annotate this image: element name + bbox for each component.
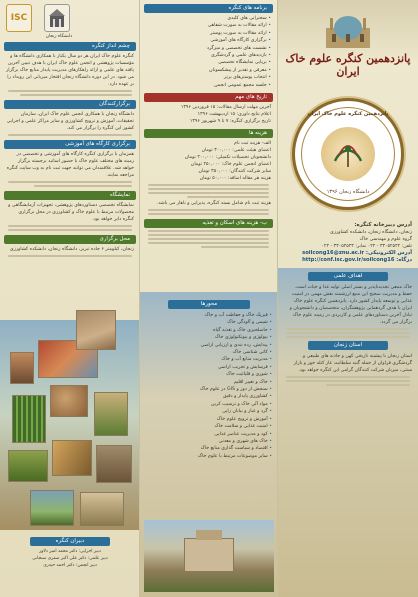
left-column — [0, 0, 140, 597]
photo-farmland — [94, 392, 128, 436]
fee-line: هزینه هر مقاله اضافه: ۵۰,۰۰۰ تومان — [199, 176, 271, 182]
university-emblem-icon — [47, 7, 67, 29]
date-line: آخرین مهلت ارسال مقالات: ۱۵ فروردین ۱۳۹۶ — [180, 105, 271, 111]
section-header-aims: چشم انداز کنگره — [4, 42, 136, 51]
date-line: اعلام نتایج داوری: ۱۵ اردیبهشت ۱۳۹۶ — [197, 112, 271, 118]
section-header-courses: برگزاری کارگاه های آموزشی — [4, 140, 136, 149]
fee-line: سایر شرکت کنندگان: ۳۵۰,۰۰۰ تومان — [198, 169, 271, 175]
university-name: دانشگاه زنجان — [45, 34, 73, 39]
dome-building-icon — [318, 6, 378, 48]
section-header-zanjan: استان زنجان — [308, 341, 388, 350]
photo-soltaniyeh-dome — [318, 6, 378, 48]
secretary-line-1: دبیر اجرایی: دکتر محمد امیر دلاور — [39, 549, 101, 554]
section-header-accommodation: ب- هزینه های اسکان و تغذیه — [144, 219, 273, 228]
middle-column — [140, 0, 278, 597]
website-line[interactable]: درگاه: http://conf.isc.gov.ir/soilcong16 — [302, 257, 412, 263]
logo-emblem — [321, 127, 375, 181]
fees-subtitle: الف- هزینه ثبت نام — [234, 141, 271, 147]
photo-iran-map — [50, 385, 88, 417]
secretary-line-2: دبیر علمی: دکتر علی اکبر صفری سنجانی — [32, 556, 108, 561]
photo-crop — [8, 450, 48, 482]
address-line-1: آدرس دبیرخانه کنگره: — [354, 222, 412, 228]
date-line: تاریخ برگزاری کنگره: ۷ تا ۹ شهریور ۱۳۹۶ — [189, 119, 271, 125]
photo-plant-roots — [96, 445, 132, 483]
fee-line: اعضای هیئت علمی: ۳۰۰,۰۰۰ تومان — [201, 148, 271, 154]
topics-list: • فیزیک خاک و حفاظت آب و خاک • شیمی و آلودگی خاک • حاصلخیزی خاک و تغذیه گیاه • بیولوژی و بیوتکنولوژی خاک • پیدایش، رده بندی و ارزیابی اراضی • کانی شناسی خاک • مدیریت منابع آب و خاک • فرسایش و تخریب اراضی • شوری و قلیائیت خاک • خاک و تغییر اقلیم • سنجش از دور و GIS در علوم خاک • کشاورزی پایدار و دقیق • مواد آلی خاک و ترسیب کربن • گرد و غبار و بیابان زایی • آموزش و ترویج علوم خاک • امنیت غذایی و سلامت خاک • کود و مدیریت عناصر غذایی • خاک های شهری و معدنی • اقتصاد و سیاست گذاری منابع خاک • سایر موضوعات مرتبط با علوم خاک — [140, 312, 278, 460]
phone-line: تلفن: ۳۳۰۵۲۵۴۲ - ۰۲۴ نمابر: ۳۳۰۵۲۵۴۳ - ۰۲۴ — [321, 244, 412, 249]
photo-dust-storm — [76, 310, 116, 350]
photo-terraces — [30, 490, 74, 526]
photo-soil-profile — [10, 352, 34, 384]
section-header-venue: محل برگزاری — [4, 235, 136, 244]
secretary-line-3: دبیر انجمن: دکتر احمد حیدری — [43, 563, 97, 568]
university-logo — [44, 4, 70, 32]
section-header-topics: محورها — [168, 300, 250, 309]
calligraphy-emblem-icon — [321, 127, 375, 181]
courses-text: همزمان با برگزاری کنگره کارگاه های آموزشی و تخصصی در زمینه های مختلف علوم خاک با حضور اساتید برجسته برگزار خواهد شد. علاقمندان می توانند جهت ثبت نام به وب سایت کنگره مراجعه نمایند. — [6, 152, 134, 178]
congress-title: پانزدهمین کنگره علوم خاک ایران — [285, 52, 411, 78]
photo-campus-building — [144, 520, 274, 592]
congress-logo — [292, 98, 404, 210]
fees-note: هزینه ثبت نام شامل بسته کنگره، پذیرایی و ناهار می باشد. — [156, 201, 271, 207]
zanjan-text: استان زنجان با پیشینه تاریخی کهن و جاذبه های طبیعی و گردشگری فراوان از جمله گنبد سلطانیه، غار کتله خور و بازار سنتی، میزبان شرکت کنندگان گرامی این کنگره خواهد بود. — [293, 354, 412, 373]
section-header-organizers: برگزارکنندگان — [4, 100, 136, 109]
logo-caption-bottom: دانشگاه زنجان ۱۳۹۶ — [326, 189, 370, 195]
programs-list: • سخنرانی های کلیدی • ارائه مقالات به صورت شفاهی • ارائه مقالات به صورت پوستر • برگزاری کارگاه های آموزشی • نشست های تخصصی و میزگرد • بازدیدهای علمی و گردشگری • برپایی نمایشگاه تخصصی • معرفی و تقدیر از پیشکسوتان • انتخاب پوسترهای برتر • جلسه مجمع عمومی انجمن — [140, 15, 277, 89]
section-header-intro: اهداف علمی — [308, 272, 388, 281]
section-header-exhibition: نمایشگاه — [4, 191, 136, 200]
photo-wheat-field — [52, 440, 92, 476]
fee-line: اعضای انجمن علوم خاک: ۲۵۰,۰۰۰ تومان — [190, 162, 271, 168]
isc-logo: ISC — [6, 4, 32, 32]
section-header-programs: برنامه های کنگره — [144, 4, 273, 13]
photo-wheat — [12, 395, 46, 443]
intro-text: خاک منبعی تجدیدناپذیر و بستر اصلی تولید غذا و حیات است. حفظ و مدیریت صحیح این منبع ارزشمند نقش مهمی در امنیت غذایی و توسعه پایدار کشور دارد. پانزدهمین کنگره علوم خاک ایران با هدف گردهمایی پژوهشگران، متخصصان و دانشجویان و تبادل آخرین دستاوردهای علمی و کاربردی در زمینه علوم خاک برگزار می گردد. — [289, 285, 412, 325]
address-line-3: گروه علوم و مهندسی خاک — [359, 237, 412, 242]
fee-line: دانشجویان تحصیلات تکمیلی: ۲۰۰,۰۰۰ تومان — [184, 155, 271, 161]
photo-soil-sample — [80, 492, 124, 526]
aims-text: کنگره علوم خاک ایران هر دو سال یکبار با همکاری دانشگاه ها و مؤسسات پژوهشی و انجمن علوم خاک ایران با هدف تبیین آخرین یافته های علمی و ارائه راهکارهای مدیریت پایدار منابع خاک برگزار می شود. در این دوره دانشگاه زنجان افتخار میزبانی این رویداد را بر عهده دارد. — [6, 54, 134, 87]
organizers-text: دانشگاه زنجان با همکاری انجمن علوم خاک ایران، سازمان تحقیقات، آموزش و ترویج کشاورزی و سایر مراکز علمی و اجرایی کشور این کنگره را برگزار می کند. — [6, 112, 134, 131]
section-header-secretariat: دبیران کنگره — [30, 537, 110, 546]
right-column — [278, 0, 418, 597]
section-header-dates: تاریخ های مهم — [144, 93, 273, 102]
logo-caption-top: پانزدهمین کنگره علوم خاک ایران — [307, 111, 389, 117]
venue-text: زنجان، کیلومتر ۶ جاده تبریز، دانشگاه زنجان، دانشکده کشاورزی — [9, 247, 134, 252]
email-line[interactable]: آدرس الکترونیکی: soilcong16@znu.ac.ir — [302, 250, 412, 256]
exhibition-text: نمایشگاه تخصصی دستاوردهای پژوهشی، تجهیزات آزمایشگاهی و محصولات مرتبط با علوم خاک و کشاورزی در محل برگزاری کنگره دایر خواهد بود. — [8, 203, 134, 222]
address-line-2: زنجان، دانشگاه زنجان، دانشکده کشاورزی — [330, 230, 412, 235]
section-header-fees: هزینه ها — [144, 129, 273, 138]
